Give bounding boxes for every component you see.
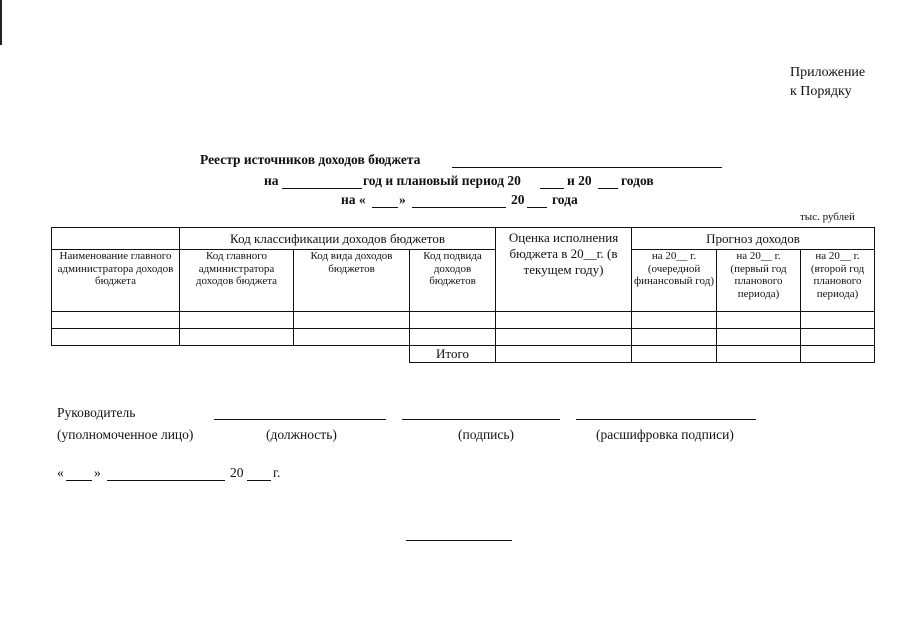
title-date-year: 20 <box>511 192 525 207</box>
table-cell <box>632 312 717 329</box>
table-cell <box>410 312 496 329</box>
table-cell <box>52 329 180 346</box>
title-date-open: на « <box>341 192 366 207</box>
footer-separator <box>406 540 512 541</box>
units-label: тыс. рублей <box>800 211 855 223</box>
table-cell <box>496 346 632 363</box>
date-year-label: 20 <box>230 465 244 480</box>
plan-year-1-blank <box>540 188 564 189</box>
table-cell <box>801 329 875 346</box>
table-cell <box>632 346 717 363</box>
header-forecast-year-2: на 20__ г. (первый год планового периода) <box>717 250 801 312</box>
table-cell <box>410 329 496 346</box>
decode-caption: (расшифровка подписи) <box>596 427 734 442</box>
position-line <box>214 419 386 420</box>
table-cell <box>294 329 410 346</box>
appendix-note <box>790 63 865 101</box>
header-forecast-year-3: на 20__ г. (второй год планового периода) <box>801 250 875 312</box>
title-on-label: на <box>264 173 279 188</box>
table-cell <box>717 346 801 363</box>
header-blank-cell <box>52 228 180 250</box>
title-date-close: » <box>399 192 406 207</box>
table-row <box>52 312 875 329</box>
registry-table <box>51 227 875 363</box>
table-header-row-1 <box>52 228 875 250</box>
scan-edge-mark <box>0 0 2 45</box>
header-estimate: Оценка исполнения бюджета в 20__г. (в текущем году) <box>496 228 632 312</box>
date-year-blank <box>527 207 547 208</box>
header-subkind-code: Код подвида доходов бюджетов <box>410 250 496 312</box>
table-cell <box>52 312 180 329</box>
title-line-1: Реестр источников доходов бюджета <box>200 152 421 167</box>
date-suffix: г. <box>273 465 281 480</box>
month-blank <box>412 207 506 208</box>
header-admin-name: Наименование главного администратора доходов бюджета <box>52 250 180 312</box>
header-forecast-year-1: на 20__ г. (очередной финансовый год) <box>632 250 717 312</box>
table-total-row <box>52 346 875 363</box>
title-date-suffix: года <box>552 192 578 207</box>
table-cell <box>717 312 801 329</box>
table-row <box>52 329 875 346</box>
date-year-blank <box>247 480 271 481</box>
title-years-text: годов <box>621 173 654 188</box>
table-cell <box>496 329 632 346</box>
total-label: Итого <box>410 346 496 363</box>
plan-year-2-blank <box>598 188 618 189</box>
date-open-quote: « <box>57 465 64 480</box>
header-kind-code: Код вида доходов бюджетов <box>294 250 410 312</box>
header-forecast-group: Прогноз доходов <box>632 228 875 250</box>
authorized-person-label: (уполномоченное лицо) <box>57 427 194 442</box>
year-blank <box>282 188 362 189</box>
table-cell <box>180 312 294 329</box>
appendix-line-2: к Порядку <box>790 84 852 99</box>
table-cell <box>294 346 410 363</box>
table-header-row-2 <box>52 250 875 312</box>
table-cell <box>801 312 875 329</box>
table-cell <box>496 312 632 329</box>
table-cell <box>180 346 294 363</box>
table-cell <box>632 329 717 346</box>
day-blank <box>372 207 398 208</box>
header-code-group: Код классификации доходов бюджетов <box>180 228 496 250</box>
sign-caption: (подпись) <box>458 427 515 442</box>
date-month-blank <box>107 480 225 481</box>
position-caption: (должность) <box>266 427 337 442</box>
table-cell <box>717 329 801 346</box>
header-admin-code: Код главного администратора доходов бюджета <box>180 250 294 312</box>
sign-line <box>402 419 560 420</box>
date-close-quote: » <box>94 465 101 480</box>
table-cell <box>294 312 410 329</box>
budget-name-blank <box>452 167 722 168</box>
decode-line <box>576 419 756 420</box>
date-day-blank <box>66 480 92 481</box>
head-label: Руководитель <box>57 405 136 420</box>
table-cell <box>180 329 294 346</box>
title-and-text: и 20 <box>567 173 592 188</box>
title-period-text: год и плановый период 20 <box>363 173 521 188</box>
appendix-line-1: Приложение <box>790 65 866 80</box>
table-cell <box>52 346 180 363</box>
table-cell <box>801 346 875 363</box>
